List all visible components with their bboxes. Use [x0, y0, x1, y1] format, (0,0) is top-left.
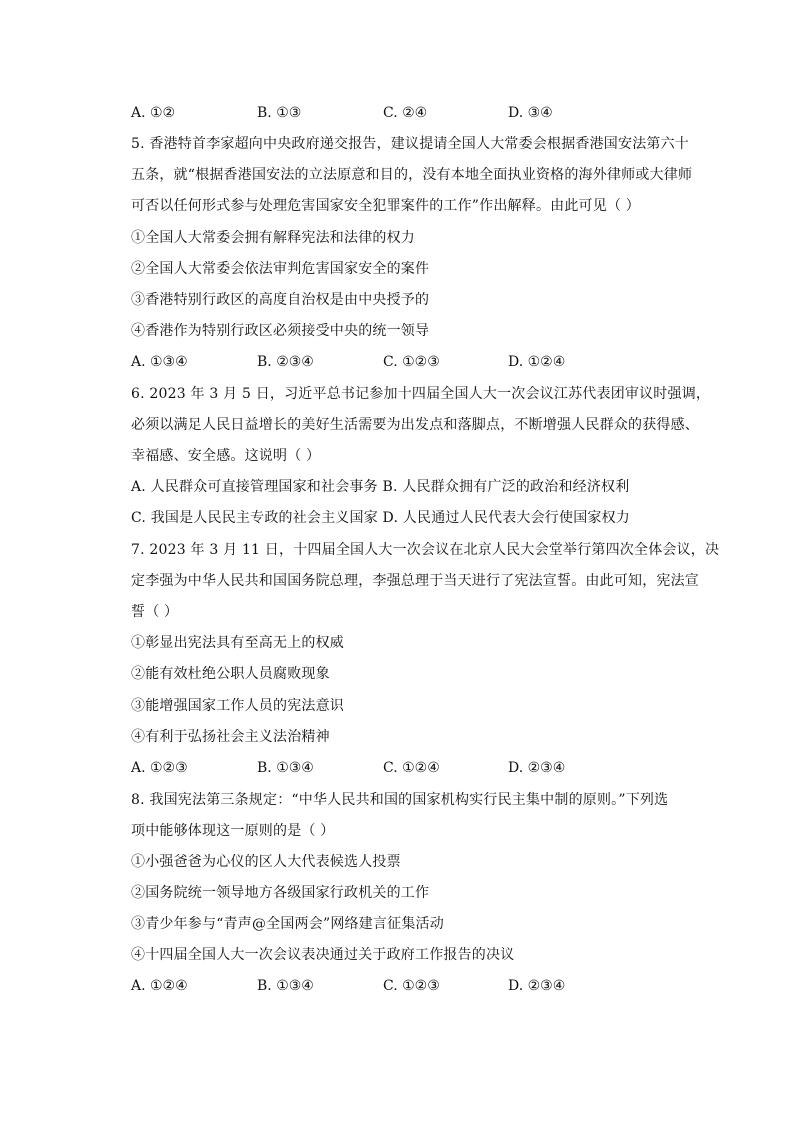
q5-option-a: A. ①③④ [131, 354, 188, 370]
q8-stem-line-2: 项中能够体现这一原则的是（ ） [131, 823, 335, 839]
q5-stem-line-2: 五条，就“根据香港国安法的立法原意和目的，没有本地全面执业资格的海外律师或大律师 [131, 167, 693, 183]
q5-stem-line-3: 可否以任何形式参与处理危害国家安全犯罪案件的工作”作出解释。由此可见（ ） [131, 198, 641, 214]
q4-option-d: D. ③④ [508, 105, 553, 121]
q5-option-c: C. ①②③ [383, 354, 440, 370]
q8-item-1: ①小强爸爸为心仪的区人大代表候选人投票 [131, 854, 401, 870]
q8-item-4: ④十四届全国人大一次会议表决通过关于政府工作报告的决议 [131, 947, 515, 963]
q7-option-d: D. ②③④ [508, 760, 566, 776]
q6-stem-line-3: 幸福感、安全感。这说明（ ） [131, 448, 321, 464]
q8-item-2: ②国务院统一领导地方各级国家行政机关的工作 [131, 885, 430, 901]
q4-option-a: A. ①② [131, 105, 176, 121]
q7-stem-line-1: 7. 2023 年 3 月 11 日，十四届全国人大一次会议在北京人民大会堂举行第四次全体会议，决 [131, 542, 720, 558]
q6-stem-line-1: 6. 2023 年 3 月 5 日，习近平总书记参加十四届全国人大一次会议江苏代表团审议时强调， [131, 386, 711, 402]
q8-option-d: D. ②③④ [508, 978, 566, 994]
q7-item-2: ②能有效杜绝公职人员腐败现象 [131, 666, 330, 682]
q7-stem-line-2: 定李强为中华人民共和国国务院总理，李强总理于当天进行了宪法宣誓。由此可知，宪法宣 [131, 573, 699, 589]
q5-item-4: ④香港作为特别行政区必须接受中央的统一领导 [131, 323, 430, 339]
q7-item-4: ④有利于弘扬社会主义法治精神 [131, 729, 330, 745]
q5-item-1: ①全国人大常委会拥有解释宪法和法律的权力 [131, 230, 415, 246]
q7-stem-line-3: 誓（ ） [131, 604, 179, 620]
q7-option-a: A. ①②③ [131, 760, 188, 776]
q7-options [131, 758, 671, 778]
q5-item-2: ②全国人大常委会依法审判危害国家安全的案件 [131, 261, 430, 277]
q4-options [131, 103, 671, 123]
q7-item-3: ③能增强国家工作人员的宪法意识 [131, 698, 344, 714]
q7-option-b: B. ①③④ [257, 760, 314, 776]
q6-options-line-2: C. 我国是人民民主专政的社会主义国家 D. 人民通过人民代表大会行使国家权力 [131, 510, 630, 526]
q4-option-b: B. ①③ [257, 105, 302, 121]
q8-stem-line-1: 8. 我国宪法第三条规定：“中华人民共和国的国家机构实行民主集中制的原则。”下列选 [131, 792, 669, 808]
q8-options [131, 976, 671, 996]
q5-stem-line-1: 5. 香港特首李家超向中央政府递交报告，建议提请全国人大常委会根据香港国安法第六十 [131, 136, 690, 152]
q7-item-1: ①彰显出宪法具有至高无上的权威 [131, 635, 344, 651]
q5-option-d: D. ①②④ [508, 354, 566, 370]
q7-option-c: C. ①②④ [383, 760, 440, 776]
q5-item-3: ③香港特别行政区的高度自治权是由中央授予的 [131, 292, 430, 308]
q6-stem-line-2: 必须以满足人民日益增长的美好生活需要为出发点和落脚点，不断增强人民群众的获得感、 [131, 417, 699, 433]
q4-option-c: C. ②④ [383, 105, 428, 121]
q5-options [131, 352, 671, 372]
q5-option-b: B. ②③④ [257, 354, 314, 370]
q8-option-b: B. ①③④ [257, 978, 314, 994]
q6-options-line-1: A. 人民群众可直接管理国家和社会事务 B. 人民群众拥有广泛的政治和经济权利 [131, 479, 630, 495]
q8-item-3: ③青少年参与“青声@全国两会”网络建言征集活动 [131, 916, 444, 932]
q8-option-c: C. ①②③ [383, 978, 440, 994]
q8-option-a: A. ①②④ [131, 978, 188, 994]
